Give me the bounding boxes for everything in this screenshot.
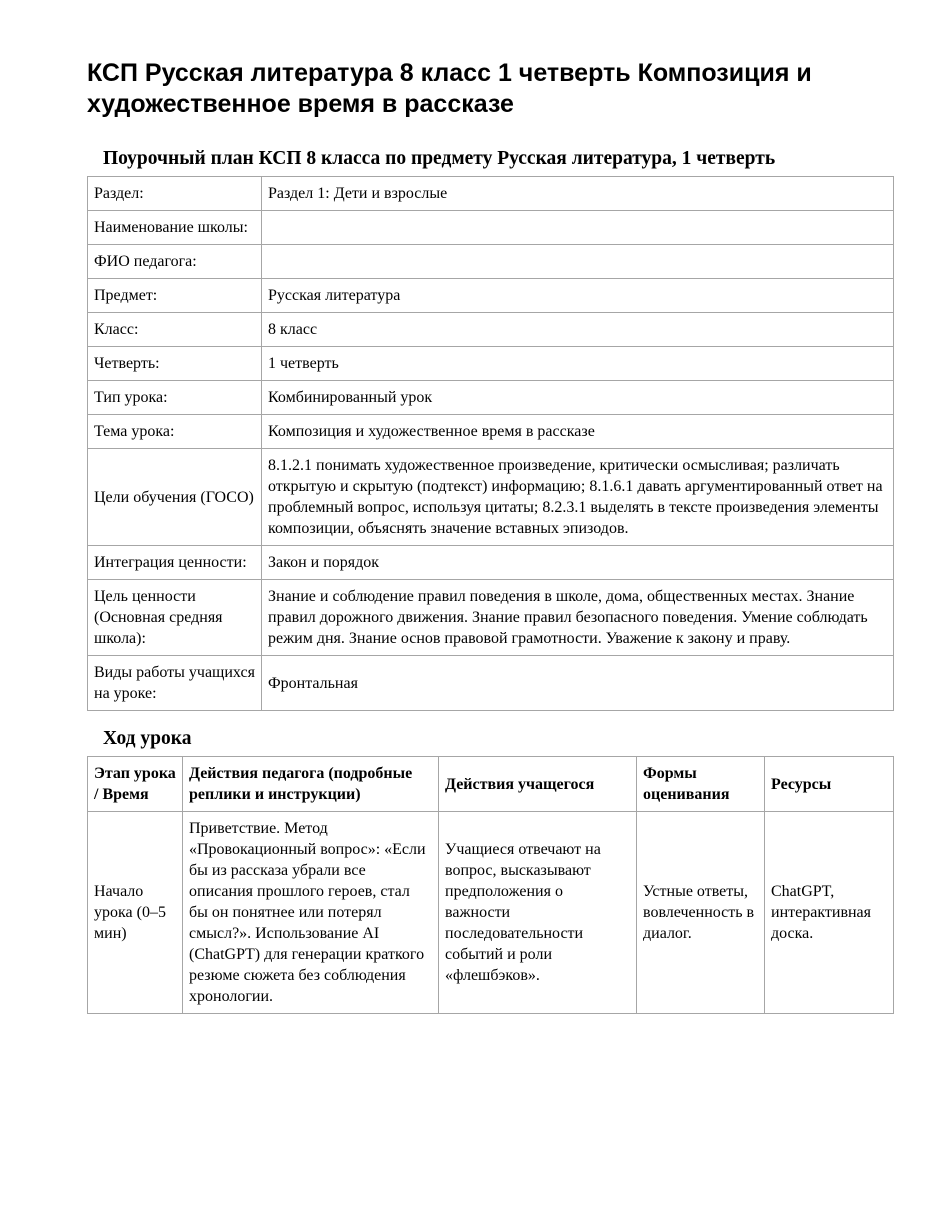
info-label: Раздел: xyxy=(88,177,262,211)
lesson-cell: Начало урока (0–5 мин) xyxy=(88,812,183,1014)
info-value: Знание и соблюдение правил поведения в школе, дома, общественных местах. Знание правил дорожного движения. Знание правил безопасного поведения. Умение соблюдать режим дня. Знание основ правовой грамотности. Уважение к закону и праву. xyxy=(262,580,894,656)
info-row xyxy=(88,245,894,279)
info-value xyxy=(262,211,894,245)
info-row xyxy=(88,415,894,449)
info-label: Цель ценности (Основная средняя школа): xyxy=(88,580,262,656)
document-title: КСП Русская литература 8 класс 1 четверть Композиция и художественное время в рассказе xyxy=(87,59,812,118)
info-value xyxy=(262,245,894,279)
info-value: 8.1.2.1 понимать художественное произведение, критически осмысливая; различать открытую и скрытую (подтекст) информацию; 8.1.6.1 давать аргументированный ответ на проблемный вопрос, используя цитаты; 8.2.3.1 выделять в тексте произведения элементы композиции, объяснять значение вставных эпизодов. xyxy=(262,449,894,546)
info-label: Наименование школы: xyxy=(88,211,262,245)
info-label: Тема урока: xyxy=(88,415,262,449)
info-value: Закон и порядок xyxy=(262,546,894,580)
lesson-info-table xyxy=(87,176,894,711)
lesson-cell: Устные ответы, вовлеченность в диалог. xyxy=(637,812,765,1014)
info-value: 1 четверть xyxy=(262,347,894,381)
info-row xyxy=(88,177,894,211)
info-label: Класс: xyxy=(88,313,262,347)
lesson-cell: Приветствие. Метод «Провокационный вопрос»: «Если бы из рассказа убрали все описания прошлого героев, стал бы он понятнее или потерял смысл?». Использование AI (ChatGPT) для генерации краткого резюме сюжета без соблюдения хронологии. xyxy=(183,812,439,1014)
info-row xyxy=(88,211,894,245)
lesson-column-header: Действия педагога (подробные реплики и инструкции) xyxy=(183,757,439,812)
info-row xyxy=(88,546,894,580)
info-row xyxy=(88,656,894,711)
lesson-cell: ChatGPT, интерактивная доска. xyxy=(765,812,894,1014)
lesson-column-header: Формы оценивания xyxy=(637,757,765,812)
lesson-flow-body xyxy=(88,812,894,1014)
info-label: Предмет: xyxy=(88,279,262,313)
info-label: ФИО педагога: xyxy=(88,245,262,279)
info-value: Фронтальная xyxy=(262,656,894,711)
info-label: Интеграция ценности: xyxy=(88,546,262,580)
info-row xyxy=(88,449,894,546)
info-value: Раздел 1: Дети и взрослые xyxy=(262,177,894,211)
lesson-row xyxy=(88,812,894,1014)
info-label: Четверть: xyxy=(88,347,262,381)
info-value: 8 класс xyxy=(262,313,894,347)
info-value: Композиция и художественное время в рассказе xyxy=(262,415,894,449)
info-row xyxy=(88,279,894,313)
lesson-column-header: Этап урока / Время xyxy=(88,757,183,812)
document-page xyxy=(87,58,893,1014)
lesson-flow-table xyxy=(87,756,894,1014)
lesson-cell: Учащиеся отвечают на вопрос, высказывают предположения о важности последовательности событий и роли «флешбэков». xyxy=(439,812,637,1014)
info-row xyxy=(88,347,894,381)
info-row xyxy=(88,381,894,415)
lesson-column-header: Ресурсы xyxy=(765,757,894,812)
lesson-flow-header-row xyxy=(88,757,894,812)
lesson-column-header: Действия учащегося xyxy=(439,757,637,812)
info-value: Комбинированный урок xyxy=(262,381,894,415)
info-label: Тип урока: xyxy=(88,381,262,415)
info-label: Виды работы учащихся на уроке: xyxy=(88,656,262,711)
info-label: Цели обучения (ГОСО) xyxy=(88,449,262,546)
info-row xyxy=(88,580,894,656)
lesson-heading: Ход урока xyxy=(103,728,192,749)
lesson-info-body xyxy=(88,177,894,711)
info-row xyxy=(88,313,894,347)
plan-heading: Поурочный план КСП 8 класса по предмету Русская литература, 1 четверть xyxy=(103,148,776,169)
info-value: Русская литература xyxy=(262,279,894,313)
